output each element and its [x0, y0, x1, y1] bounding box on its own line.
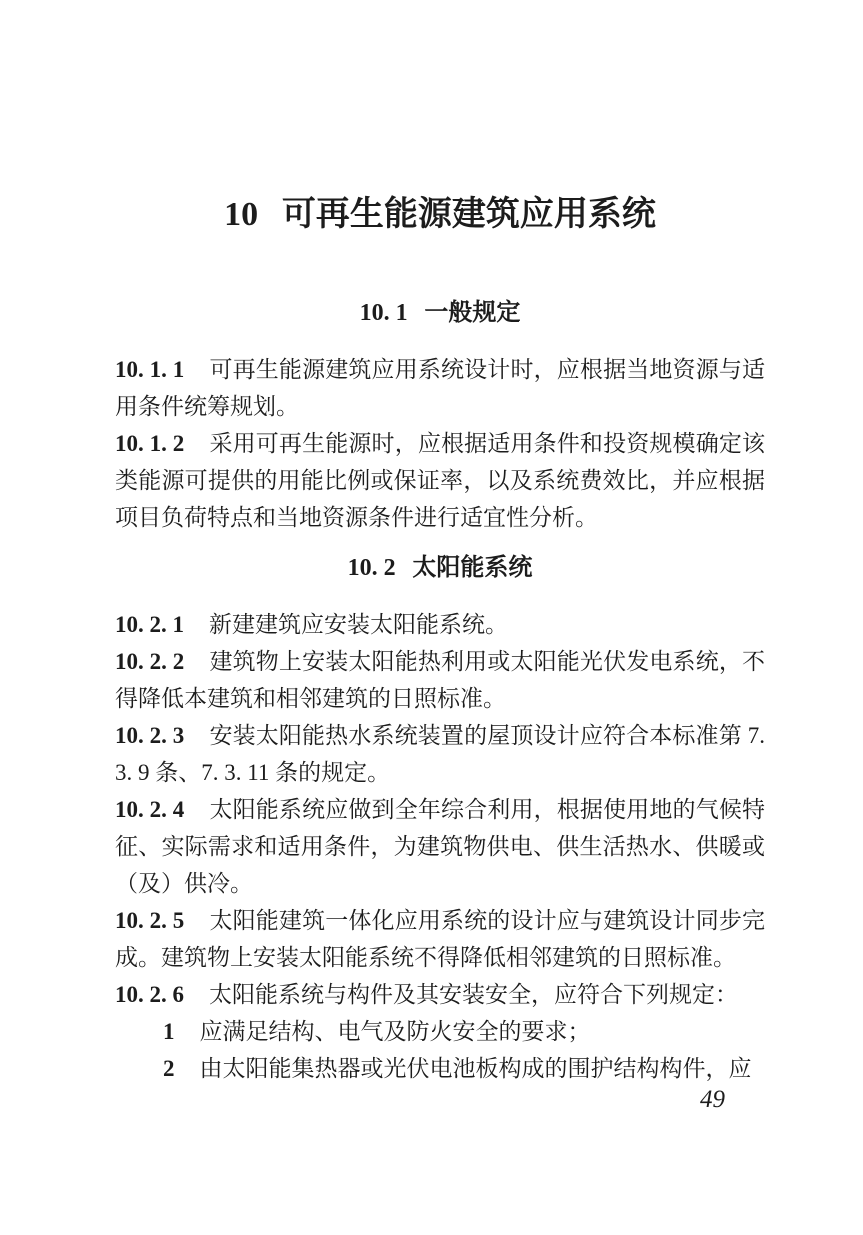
clause-10-2-2: [115, 643, 765, 717]
list-item-1: [115, 1013, 765, 1050]
section-heading-10-1: [115, 294, 765, 332]
section-number: 10. 2: [347, 555, 396, 581]
clause-text: 可再生能源建筑应用系统设计时，应根据当地资源与适用条件统筹规划。: [115, 357, 766, 419]
section-title: 太阳能系统: [412, 554, 533, 581]
clause-text: 新建建筑应安装太阳能系统。: [209, 612, 508, 637]
section-number: 10. 1: [359, 300, 408, 326]
list-item-2: [115, 1050, 765, 1087]
item-text: 由太阳能集热器或光伏电池板构成的围护结构构件，应: [199, 1056, 752, 1081]
section-title: 一般规定: [424, 299, 521, 326]
clause-text: 采用可再生能源时，应根据适用条件和投资规模确定该类能源可提供的用能比例或保证率，以及系统费效比，并应根据项目负荷特点和当地资源条件进行适宜性分析。: [115, 431, 766, 530]
clause-10-2-4: [115, 791, 765, 902]
page-number: 49: [700, 1086, 725, 1113]
clause-number: 10. 2. 4: [115, 797, 185, 822]
chapter-title: [115, 0, 765, 237]
clause-number: 10. 2. 3: [115, 723, 185, 748]
item-number: 1: [163, 1019, 175, 1044]
clause-number: 10. 2. 5: [115, 908, 185, 933]
chapter-number: 10: [224, 196, 259, 233]
clause-10-2-5: [115, 902, 765, 976]
item-number: 2: [163, 1056, 175, 1081]
item-text: 应满足结构、电气及防火安全的要求；: [199, 1019, 591, 1044]
clause-text: 安装太阳能热水系统装置的屋顶设计应符合本标准第 7. 3. 9 条、7. 3. 11 条的规定。: [115, 723, 766, 785]
clause-text: 太阳能系统应做到全年综合利用，根据使用地的气候特征、实际需求和适用条件，为建筑物供电、供生活热水、供暖或（及）供冷。: [115, 797, 766, 896]
clause-10-1-2: [115, 425, 765, 536]
clause-number: 10. 1. 2: [115, 431, 185, 456]
clause-number: 10. 2. 2: [115, 649, 185, 674]
section-heading-10-2: [115, 549, 765, 587]
page-content: [115, 0, 765, 1118]
clause-10-1-1: [115, 351, 765, 425]
clause-text: 建筑物上安装太阳能热利用或太阳能光伏发电系统，不得降低本建筑和相邻建筑的日照标准。: [115, 649, 766, 711]
clause-number: 10. 1. 1: [115, 357, 185, 382]
clause-text: 太阳能系统与构件及其安装安全，应符合下列规定：: [209, 982, 738, 1007]
clause-number: 10. 2. 1: [115, 612, 184, 637]
clause-10-2-1: [115, 606, 765, 643]
clause-10-2-3: [115, 717, 765, 791]
clause-number: 10. 2. 6: [115, 982, 184, 1007]
chapter-title-text: 可再生能源建筑应用系统: [281, 196, 656, 233]
clause-text: 太阳能建筑一体化应用系统的设计应与建筑设计同步完成。建筑物上安装太阳能系统不得降低相邻建筑的日照标准。: [115, 908, 766, 970]
clause-10-2-6: [115, 976, 765, 1013]
